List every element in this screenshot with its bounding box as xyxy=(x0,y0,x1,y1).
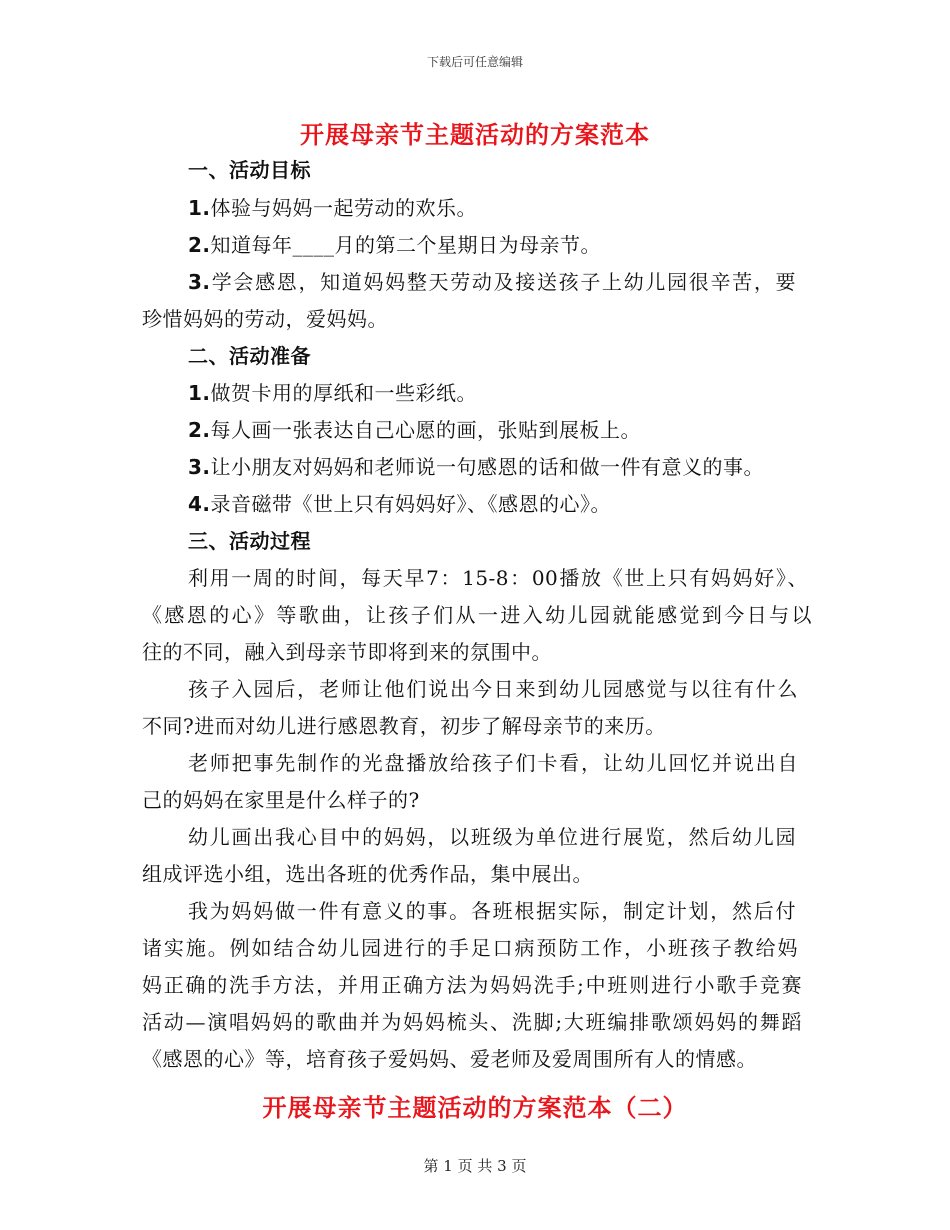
paragraph-3-line-1: 老师把事先制作的光盘播放给孩子们卡看，让幼儿回忆并说出自 xyxy=(188,751,798,775)
section-heading-goals: 一、活动目标 xyxy=(188,158,311,182)
paragraph-4-line-1: 幼儿画出我心目中的妈妈，以班级为单位进行展览，然后幼儿园 xyxy=(188,825,796,849)
paragraph-5-line-3: 妈正确的洗手方法，并用正确方法为妈妈洗手;中班则进行小歌手竞赛 xyxy=(142,973,802,997)
paragraph-5-line-2: 诸实施。例如结合幼儿园进行的手足口病预防工作，小班孩子教给妈 xyxy=(142,936,798,960)
paragraph-2-line-2: 不同?进而对幼儿进行感恩教育，初步了解母亲节的来历。 xyxy=(142,714,666,738)
header-note: 下载后可任意编辑 xyxy=(426,55,523,69)
page-footer: 第 1 页 共 3 页 xyxy=(423,1157,527,1175)
paragraph-5-line-1: 我为妈妈做一件有意义的事。各班根据实际，制定计划，然后付 xyxy=(188,899,796,923)
section-heading-process: 三、活动过程 xyxy=(188,529,311,553)
goal-item-3-cont: 珍惜妈妈的劳动，爱妈妈。 xyxy=(142,307,388,331)
prep-item-1: 1.做贺卡用的厚纸和一些彩纸。 xyxy=(188,381,478,405)
paragraph-4-line-2: 组成评选小组，选出各班的优秀作品，集中展出。 xyxy=(142,862,593,886)
goal-item-1: 1.体验与妈妈一起劳动的欢乐。 xyxy=(188,196,478,220)
prep-item-2: 2.每人画一张表达自己心愿的画，张贴到展板上。 xyxy=(188,418,642,442)
page-title: 开展母亲节主题活动的方案范本 xyxy=(300,121,650,149)
paragraph-1-line-3: 往的不同，融入到母亲节即将到来的氛围中。 xyxy=(142,640,552,664)
paragraph-1-line-1: 利用一周的时间，每天早7：15-8：00播放《世上只有妈妈好》、 xyxy=(188,566,808,590)
paragraph-5-line-5: 《感恩的心》等，培育孩子爱妈妈、爱老师及爱周围所有人的情感。 xyxy=(142,1047,757,1071)
prep-item-4: 4.录音磁带《世上只有妈妈好》、《感恩的心》。 xyxy=(188,492,612,516)
paragraph-3-line-2: 己的妈妈在家里是什么样子的? xyxy=(142,788,420,812)
section-heading-prep: 二、活动准备 xyxy=(188,344,311,368)
paragraph-5-line-4: 活动—演唱妈妈的歌曲并为妈妈梳头、洗脚;大班编排歌颂妈妈的舞蹈 xyxy=(142,1010,802,1034)
next-section-title: 开展母亲节主题活动的方案范本（二） xyxy=(262,1094,688,1122)
prep-item-3: 3.让小朋友对妈妈和老师说一句感恩的话和做一件有意义的事。 xyxy=(188,455,765,479)
goal-item-3: 3.学会感恩，知道妈妈整天劳动及接送孩子上幼儿园很辛苦，要 xyxy=(188,270,796,294)
paragraph-1-line-2: 《感恩的心》等歌曲，让孩子们从一进入幼儿园就能感觉到今日与以 xyxy=(142,603,812,627)
paragraph-2-line-1: 孩子入园后，老师让他们说出今日来到幼儿园感觉与以往有什么 xyxy=(188,677,798,701)
goal-item-2: 2.知道每年____月的第二个星期日为母亲节。 xyxy=(188,233,602,257)
